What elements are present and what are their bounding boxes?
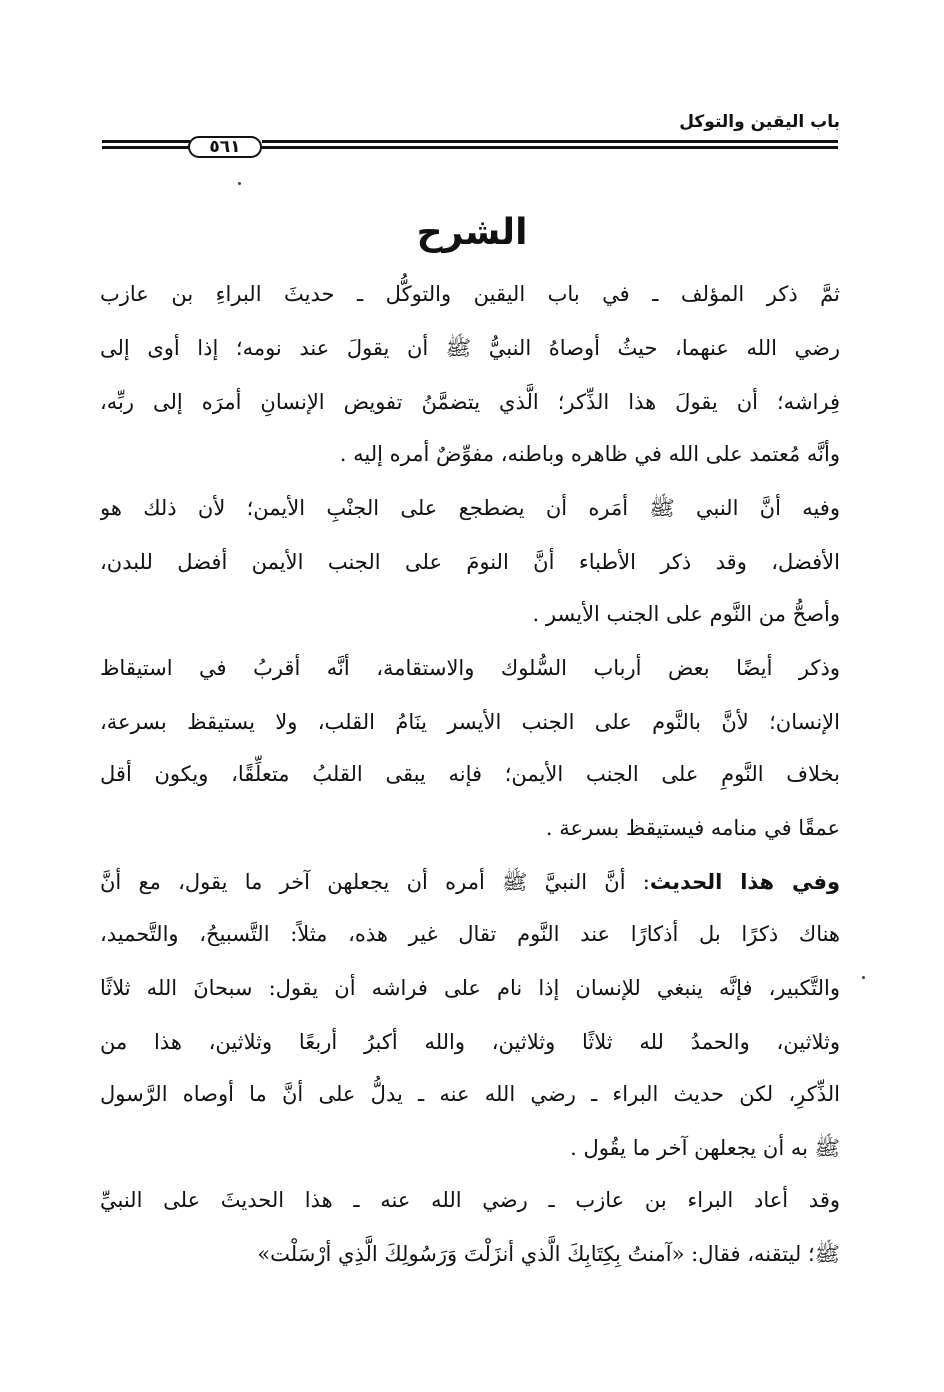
rule-right <box>262 140 838 156</box>
text-line: عمقًا في منامه فيستيقظ بسرعة . <box>545 816 840 840</box>
header-rule <box>102 136 838 158</box>
text-line: ﷺ به أن يجعلهن آخر ما يقُول . <box>570 1136 840 1160</box>
running-header: باب اليقين والتوكل <box>679 112 840 132</box>
text-line: الإنسان؛ لأنَّ بالنَّوم على الجنب الأيسر ينَامُ القلب، ولا يستيقظ بسرعة، <box>100 710 840 734</box>
rule-left <box>102 140 190 156</box>
text-line: هناك ذكرًا بل أذكارًا عند النَّوم تقال غير هذه، مثلاً: التَّسبيحُ، والتَّحميد، <box>100 922 840 946</box>
text-line: ثمَّ ذكر المؤلف ـ في باب اليقين والتوكُّل ـ حديثَ البراءِ بن عازب <box>100 282 840 306</box>
text-line: وفي هذا الحديث: أنَّ النبيَّ ﷺ أمره أن يجعلهن آخر ما يقول، مع أنَّ <box>100 870 840 894</box>
section-title: الشرح <box>416 212 528 253</box>
text-line: وأصحُّ من النَّوم على الجنب الأيسر . <box>532 602 840 626</box>
text-line: وثلاثين، والحمدُ لله ثلاثًا وثلاثين، والله أكبرُ أربعًا وثلاثين، هذا من <box>100 1030 840 1054</box>
text-line: رضي الله عنهما، حيثُ أوصاهُ النبيُّ ﷺ أن يقولَ عند نومه؛ إذا أوى إلى <box>100 336 840 360</box>
text-line: بخلاف النَّومِ على الجنب الأيمن؛ فإنه يبقى القلبُ متعلِّقًا، ويكون أقل <box>100 762 840 786</box>
text-line: وقد أعاد البراء بن عازب ـ رضي الله عنه ـ هذا الحديثَ على النبيِّ <box>100 1188 840 1212</box>
text-line: فِراشه؛ أن يقولَ هذا الذِّكر؛ الَّذي يتضمَّنُ تفويض الإنسانِ أمرَه إلى ربِّه، <box>100 390 840 414</box>
text-line: ﷺ؛ ليتقنه، فقال: «آمنتُ بِكِتَابِكَ الَّذي أنزَلْتَ وَرَسُولِكَ الَّذِي أرْسَلْت» <box>257 1242 840 1266</box>
text-line: الأفضل، وقد ذكر الأطباء أنَّ النومَ على الجنب الأيمن أفضل للبدن، <box>100 550 840 574</box>
page-number: ٥٦١ <box>188 136 262 158</box>
scan-speck <box>862 976 865 979</box>
text-line: والتَّكبير، فإنَّه ينبغي للإنسان إذا نام على فراشه أن يقول: سبحانَ الله ثلاثًا <box>100 976 840 1000</box>
scan-speck <box>238 182 241 185</box>
bold-lead-phrase: وفي هذا الحديث <box>649 870 840 894</box>
text-line: الذِّكرِ، لكن حديث البراء ـ رضي الله عنه ـ يدلُّ على أنَّ ما أوصاه الرَّسول <box>100 1082 840 1106</box>
text-line: وذكر أيضًا بعض أرباب السُّلوك والاستقامة، أنَّه أقربُ في استيقاظ <box>100 656 840 680</box>
text-line: وفيه أنَّ النبي ﷺ أمَره أن يضطجع على الجنْبِ الأيمن؛ لأن ذلك هو <box>100 496 840 520</box>
text-line: وأنَّه مُعتمد على الله في ظاهره وباطنه، مفوِّضٌ أمره إليه . <box>339 442 840 466</box>
